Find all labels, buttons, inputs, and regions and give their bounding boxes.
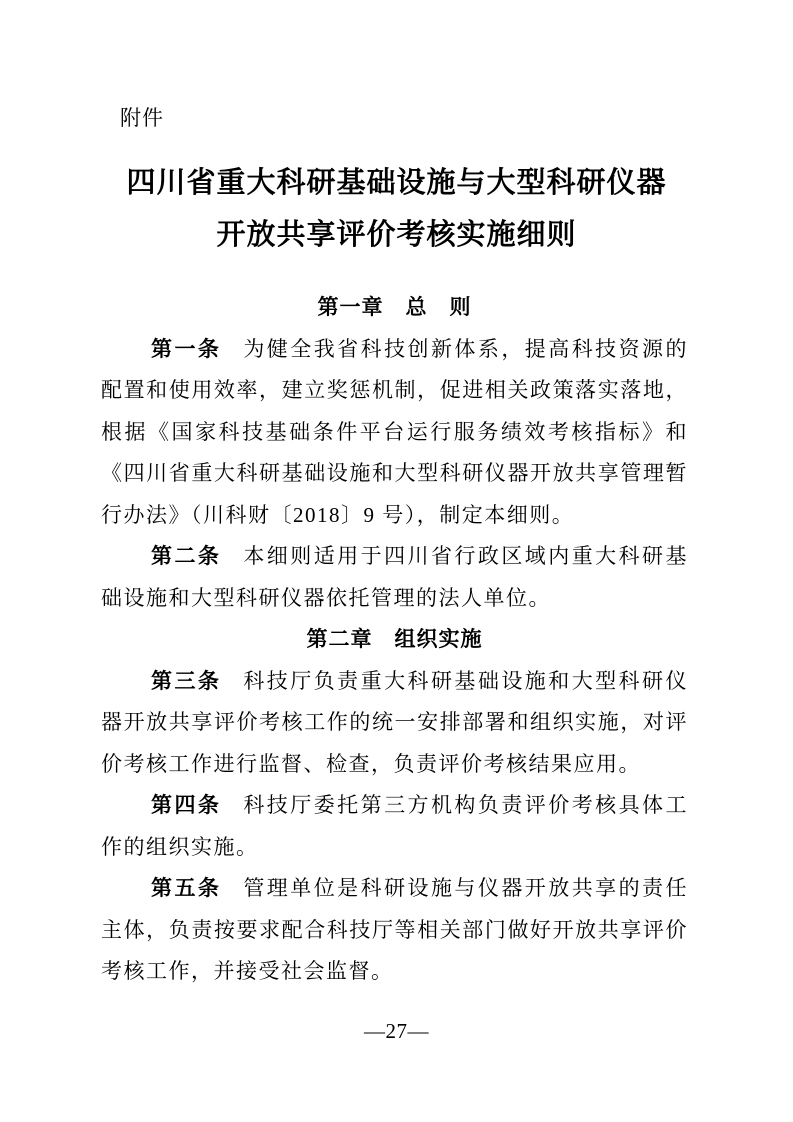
article-1-text: 为健全我省科技创新体系，提高科技资源的配置和使用效率，建立奖惩机制，促进相关政策落实落地，根据《国家科技基础条件平台运行服务绩效考核指标》和《四川省重大科研基础设施和大型科研仪器开放共享管理暂行办法》（川科财〔2018〕9 号），制定本细则。 xyxy=(101,336,689,527)
article-5-text: 管理单位是科研设施与仪器开放共享的责任主体，负责按要求配合科技厅等相关部门做好开放共享评价考核工作，并接受社会监督。 xyxy=(101,876,689,983)
article-2-number: 第二条 xyxy=(151,544,222,568)
document-title-line-2: 开放共享评价考核实施细则 xyxy=(216,219,577,251)
article-4-text: 科技厅委托第三方机构负责评价考核具体工作的组织实施。 xyxy=(101,793,689,859)
article-2-text: 本细则适用于四川省行政区域内重大科研基础设施和大型科研仪器依托管理的法人单位。 xyxy=(101,544,689,610)
article-5-number: 第五条 xyxy=(151,876,222,900)
page-number: —27— xyxy=(364,1019,429,1043)
article-3-number: 第三条 xyxy=(151,668,222,693)
article-4 xyxy=(101,785,688,868)
document-title xyxy=(0,157,793,261)
document-body xyxy=(101,287,688,993)
article-3-text: 科技厅负责重大科研基础设施和大型科研仪器开放共享评价考核工作的统一安排部署和组织实施，对评价考核工作进行监督、检查，负责评价考核结果应用。 xyxy=(101,668,689,776)
document-title-line-1: 四川省重大科研基础设施与大型科研仪器 xyxy=(126,167,667,199)
chapter-1-heading: 第一章 总 则 xyxy=(317,296,472,319)
article-2 xyxy=(101,536,688,619)
article-1-number: 第一条 xyxy=(151,336,222,361)
article-4-number: 第四条 xyxy=(151,793,222,817)
article-3 xyxy=(101,661,688,786)
article-1 xyxy=(101,329,688,537)
chapter-2-heading: 第二章 组织实施 xyxy=(306,628,483,651)
attachment-label: 附件 xyxy=(120,107,164,130)
article-5 xyxy=(101,868,688,993)
